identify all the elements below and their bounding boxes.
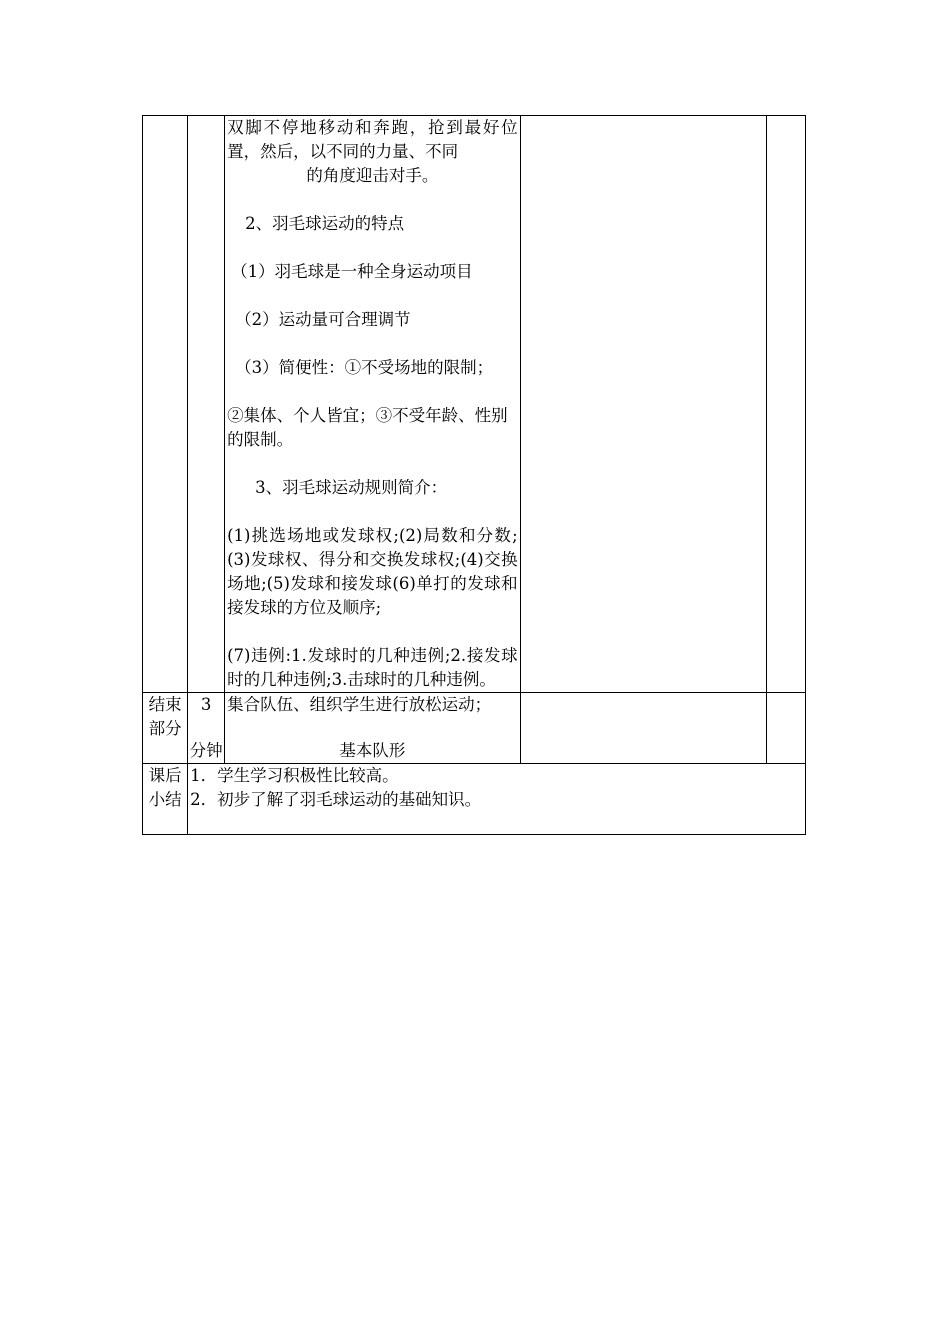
content-point-3: （3）简便性：①不受场地的限制； [235, 358, 494, 377]
end-label-line-1: 结束 [148, 695, 182, 714]
summary-label-line-2: 小结 [148, 790, 182, 809]
content-heading-2: 2、羽毛球运动的特点 [245, 214, 405, 233]
content-point-2: （2）运动量可合理调节 [235, 310, 411, 329]
end-activity-cell [225, 693, 521, 764]
end-minutes-unit: 分钟 [189, 741, 223, 760]
end-activity-text: 集合队伍、组织学生进行放松运动； [227, 695, 492, 714]
teaching-content-cell [225, 116, 521, 693]
end-time-cell [188, 693, 225, 764]
summary-section-label [143, 764, 188, 835]
content-rules-1-6: (1)挑选场地或发球权;(2)局数和分数;(3)发球权、得分和交换发球权;(4)交换场地;(5)发球和接发球(6)单打的发球和接发球的方位及顺序; [227, 526, 518, 617]
content-point-3-cont: ②集体、个人皆宜；③不受年龄、性别的限制。 [227, 406, 508, 449]
summary-section-row [143, 764, 806, 835]
lesson-plan-table [142, 115, 806, 835]
summary-content-cell [188, 764, 806, 835]
content-paragraph-1: 双脚不停地移动和奔跑，抢到最好位置，然后，以不同的力量、不同 [227, 118, 518, 161]
content-point-1: （1）羽毛球是一种全身运动项目 [231, 262, 473, 281]
summary-label-line-1: 课后 [148, 766, 182, 785]
method-cell-empty [520, 116, 766, 693]
summary-line-1: 1．学生学习积极性比较高。 [190, 766, 399, 785]
end-formation-text: 基本队形 [339, 741, 406, 760]
end-section-row [143, 693, 806, 764]
end-minutes-number: 3 [200, 695, 212, 714]
content-rules-7: (7)违例:1.发球时的几种违例;2.接发球时的几种违例;3.击球时的几种违例。 [227, 646, 518, 689]
end-method-cell-empty [520, 693, 766, 764]
summary-line-2: 2．初步了解了羽毛球运动的基础知识。 [190, 790, 482, 809]
content-heading-3: 3、羽毛球运动规则简介： [255, 478, 448, 497]
content-row [143, 116, 806, 693]
end-label-line-2: 部分 [148, 719, 182, 738]
time-cell-empty [188, 116, 225, 693]
end-section-label [143, 693, 188, 764]
end-remark-cell-empty [766, 693, 805, 764]
section-label-cell-empty [143, 116, 188, 693]
remark-cell-empty [766, 116, 805, 693]
content-paragraph-1-end: 的角度迎击对手。 [306, 166, 439, 185]
